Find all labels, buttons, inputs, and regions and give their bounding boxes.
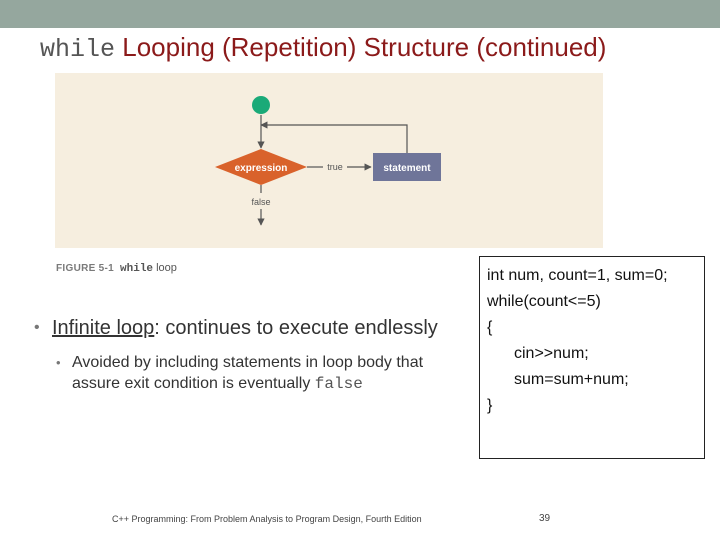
start-node <box>252 96 270 114</box>
slide-footer: C++ Programming: From Problem Analysis to Program Design, Fourth Edition <box>112 514 422 524</box>
slide-title <box>40 32 606 64</box>
expression-label: expression <box>234 163 288 174</box>
sub-bullet-avoid <box>32 352 452 395</box>
title-code: while <box>40 35 116 64</box>
code-example-box <box>479 256 705 459</box>
infinite-loop-description: : continues to execute endlessly <box>154 317 438 339</box>
title-text: Looping (Repetition) Structure (continued) <box>115 32 607 62</box>
while-loop-flowchart <box>55 73 603 248</box>
code-line: int num, count=1, sum=0; <box>487 267 668 284</box>
caption-text: loop <box>153 262 177 274</box>
caption-label: FIGURE 5-1 <box>56 263 115 274</box>
code-line: cin>>num; <box>514 345 589 362</box>
infinite-loop-term: Infinite loop <box>52 317 155 339</box>
statement-label: statement <box>383 163 431 174</box>
bullet-infinite-loop <box>32 314 452 342</box>
false-label: false <box>251 197 271 207</box>
loop-back-arrow <box>261 125 407 153</box>
code-line: { <box>487 319 493 336</box>
bullet-list <box>32 314 452 395</box>
figure-caption <box>56 262 177 275</box>
code-line: } <box>487 397 493 414</box>
caption-code: while <box>120 263 154 275</box>
false-keyword: false <box>314 375 363 393</box>
code-line: while(count<=5) <box>487 293 601 310</box>
sub-bullet-text: Avoided by including statements in loop body that assure exit condition is eventually <box>72 354 424 392</box>
page-number: 39 <box>539 513 551 524</box>
header-bar <box>0 0 720 28</box>
code-line: sum=sum+num; <box>514 371 629 388</box>
true-label: true <box>327 162 343 172</box>
